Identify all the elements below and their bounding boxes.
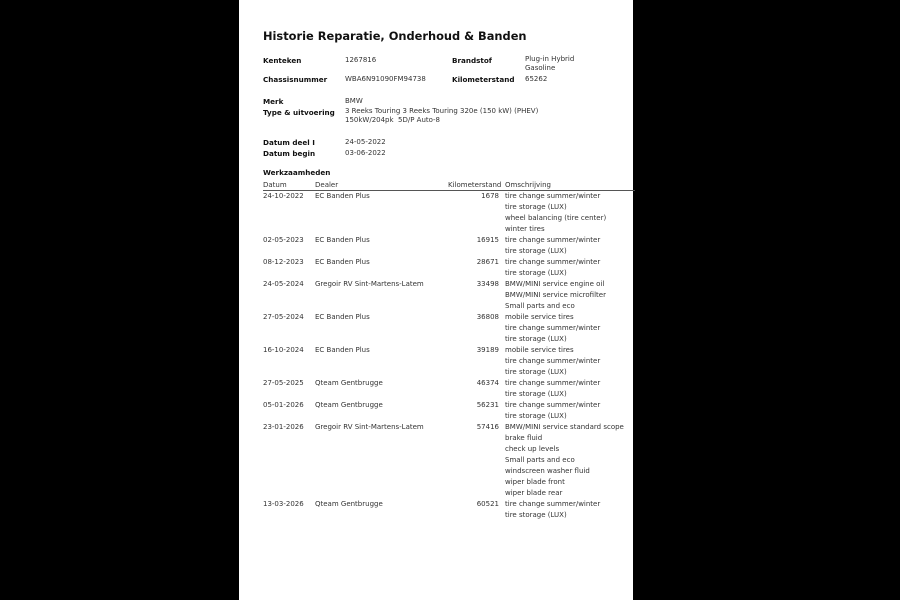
row-km: 36808 bbox=[476, 313, 499, 321]
row-description-item: wiper blade rear bbox=[505, 489, 563, 497]
merk-value: BMW bbox=[345, 97, 363, 105]
row-description-item: BMW/MINI service standard scope bbox=[505, 423, 624, 431]
column-header-date: Datum bbox=[263, 181, 287, 189]
type-label: Type & uitvoering bbox=[263, 108, 335, 117]
row-km: 60521 bbox=[476, 500, 499, 508]
row-description-item: tire storage (LUX) bbox=[505, 368, 567, 376]
row-dealer: EC Banden Plus bbox=[315, 192, 370, 200]
row-km: 39189 bbox=[476, 346, 499, 354]
row-description-item: mobile service tires bbox=[505, 346, 574, 354]
datum-deel-value: 24-05-2022 bbox=[345, 138, 386, 146]
row-dealer: Gregoir RV Sint-Martens-Latem bbox=[315, 423, 424, 431]
row-date: 13-03-2026 bbox=[263, 500, 304, 508]
row-description-item: tire storage (LUX) bbox=[505, 511, 567, 519]
row-description-item: tire change summer/winter bbox=[505, 192, 601, 200]
row-description-item: winter tires bbox=[505, 225, 545, 233]
row-description-item: tire storage (LUX) bbox=[505, 412, 567, 420]
row-description-item: tire storage (LUX) bbox=[505, 269, 567, 277]
row-dealer: EC Banden Plus bbox=[315, 313, 370, 321]
datum-deel-label: Datum deel I bbox=[263, 138, 315, 147]
row-km: 46374 bbox=[476, 379, 499, 387]
column-header-description: Omschrijving bbox=[505, 181, 551, 189]
type-value: 3 Reeks Touring 3 Reeks Touring 320e (150 kW) (PHEV) 150kW/204pk 5D/P Auto-8 bbox=[345, 107, 539, 124]
chassis-value: WBA6N91090FM94738 bbox=[345, 75, 426, 83]
row-km: 16915 bbox=[476, 236, 499, 244]
row-description-item: tire change summer/winter bbox=[505, 379, 601, 387]
row-description-item: tire change summer/winter bbox=[505, 258, 601, 266]
row-date: 24-05-2024 bbox=[263, 280, 304, 288]
row-date: 08-12-2023 bbox=[263, 258, 304, 266]
row-description-item: tire change summer/winter bbox=[505, 500, 601, 508]
row-description-item: tire change summer/winter bbox=[505, 236, 601, 244]
row-date: 05-01-2026 bbox=[263, 401, 304, 409]
row-description-item: tire storage (LUX) bbox=[505, 390, 567, 398]
row-date: 02-05-2023 bbox=[263, 236, 304, 244]
row-km: 33498 bbox=[476, 280, 499, 288]
row-km: 57416 bbox=[476, 423, 499, 431]
row-km: 28671 bbox=[476, 258, 499, 266]
row-dealer: EC Banden Plus bbox=[315, 258, 370, 266]
row-dealer: Qteam Gentbrugge bbox=[315, 401, 383, 409]
row-description-item: tire change summer/winter bbox=[505, 401, 601, 409]
row-dealer: Qteam Gentbrugge bbox=[315, 500, 383, 508]
merk-label: Merk bbox=[263, 97, 284, 106]
row-dealer: Gregoir RV Sint-Martens-Latem bbox=[315, 280, 424, 288]
row-date: 27-05-2024 bbox=[263, 313, 304, 321]
column-header-km: Kilometerstand bbox=[448, 181, 502, 189]
row-description-item: BMW/MINI service engine oil bbox=[505, 280, 605, 288]
row-description-item: tire storage (LUX) bbox=[505, 247, 567, 255]
chassis-label: Chassisnummer bbox=[263, 75, 328, 84]
datum-begin-label: Datum begin bbox=[263, 149, 316, 158]
row-date: 24-10-2022 bbox=[263, 192, 304, 200]
row-description-item: Small parts and eco bbox=[505, 302, 575, 310]
row-description-item: BMW/MINI service microfilter bbox=[505, 291, 606, 299]
kenteken-value: 1267816 bbox=[345, 56, 377, 64]
row-description-item: tire change summer/winter bbox=[505, 324, 601, 332]
row-dealer: EC Banden Plus bbox=[315, 346, 370, 354]
kilometerstand-label: Kilometerstand bbox=[452, 75, 515, 84]
row-dealer: Qteam Gentbrugge bbox=[315, 379, 383, 387]
datum-begin-value: 03-06-2022 bbox=[345, 149, 386, 157]
row-description-item: mobile service tires bbox=[505, 313, 574, 321]
row-description-item: check up levels bbox=[505, 445, 560, 453]
kenteken-label: Kenteken bbox=[263, 56, 302, 65]
row-description-item: Small parts and eco bbox=[505, 456, 575, 464]
row-date: 27-05-2025 bbox=[263, 379, 304, 387]
column-header-dealer: Dealer bbox=[315, 181, 339, 189]
row-description-item: tire change summer/winter bbox=[505, 357, 601, 365]
document-page bbox=[239, 0, 633, 600]
row-description-item: brake fluid bbox=[505, 434, 543, 442]
row-km: 56231 bbox=[476, 401, 499, 409]
row-date: 23-01-2026 bbox=[263, 423, 304, 431]
row-description-item: windscreen washer fluid bbox=[505, 467, 590, 475]
row-description-item: wheel balancing (tire center) bbox=[505, 214, 607, 222]
brandstof-value: Plug-in Hybrid Gasoline bbox=[525, 55, 575, 72]
brandstof-label: Brandstof bbox=[452, 56, 492, 65]
kilometerstand-value: 65262 bbox=[525, 75, 548, 83]
row-km: 1678 bbox=[481, 192, 499, 200]
page-title: Historie Reparatie, Onderhoud & Banden bbox=[263, 29, 527, 43]
row-description-item: tire storage (LUX) bbox=[505, 335, 567, 343]
row-description-item: tire storage (LUX) bbox=[505, 203, 567, 211]
row-dealer: EC Banden Plus bbox=[315, 236, 370, 244]
werkzaamheden-heading: Werkzaamheden bbox=[263, 168, 331, 177]
row-date: 16-10-2024 bbox=[263, 346, 304, 354]
row-description-item: wiper blade front bbox=[505, 478, 565, 486]
